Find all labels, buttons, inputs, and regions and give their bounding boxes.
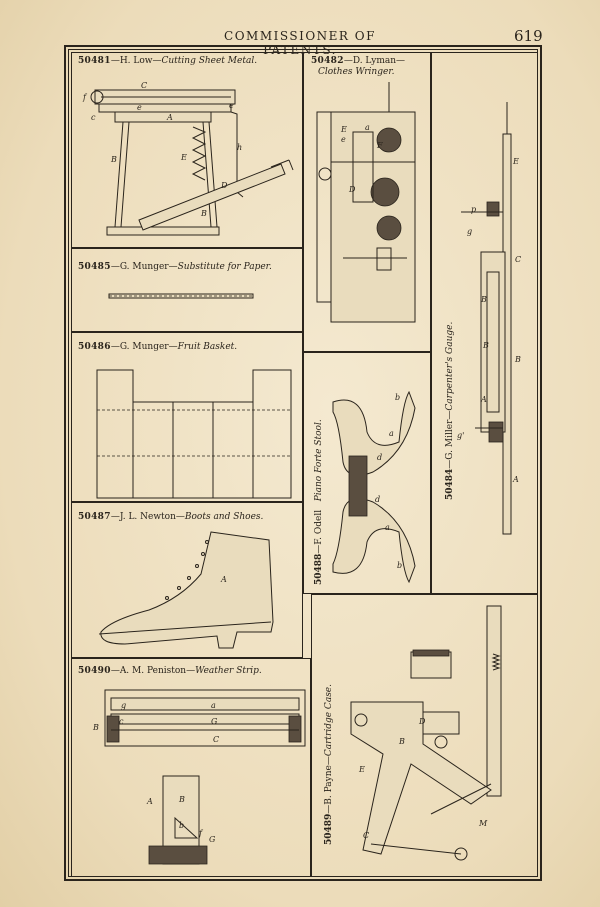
label-B: B: [93, 723, 99, 732]
figure-50485-paper-strip: [71, 248, 303, 332]
label-E: E: [341, 125, 347, 134]
label-e: e: [229, 101, 234, 110]
patent-number: 50489: [324, 813, 334, 845]
label-A: A: [167, 113, 173, 122]
label-c: c: [119, 717, 124, 726]
label-B: B: [481, 295, 487, 304]
caption-50488: 50488—F. Odell Piano Forte Stool.: [314, 419, 324, 585]
label-a: a: [365, 123, 370, 132]
patent-inventor: G. Munger: [119, 342, 169, 352]
caption-50490: 50490—A. M. Peniston—Weather Strip.: [78, 666, 262, 676]
page-header-title: COMMISSIONER OF PATENTS.: [224, 29, 376, 57]
label-E: E: [513, 157, 519, 166]
patent-number: 50487: [78, 512, 111, 522]
figure-50486-basket-blank: [71, 332, 303, 502]
patent-number: 50485: [78, 262, 111, 272]
caption-50481: 50481—H. Low—Cutting Sheet Metal.: [78, 56, 258, 66]
label-d: d: [375, 495, 381, 504]
label-a: a: [389, 429, 394, 438]
label-C: C: [213, 735, 220, 744]
label-C: C: [141, 81, 148, 90]
label-a: a: [211, 701, 216, 710]
patent-number: 50490: [78, 666, 111, 676]
figure-50487-boot: [71, 502, 303, 658]
label-B: B: [483, 341, 489, 350]
label-C: C: [363, 831, 370, 840]
label-b: b: [397, 561, 403, 570]
label-A: A: [221, 575, 227, 584]
label-G: G: [211, 717, 218, 726]
patent-title: Clothes Wringer.: [318, 67, 395, 77]
caption-50486: 50486—G. Munger—Fruit Basket.: [78, 342, 238, 352]
label-B: B: [399, 737, 405, 746]
patent-inventor: D. Lyman: [352, 56, 397, 66]
label-g: g: [467, 227, 473, 236]
label-B: B: [111, 155, 117, 164]
label-c: c: [91, 113, 96, 122]
patent-inventor: B. Payne: [324, 765, 334, 805]
patent-number: 50484: [445, 468, 455, 500]
label-e: e: [137, 103, 142, 112]
label-D: D: [419, 717, 426, 726]
label-M: M: [479, 819, 488, 828]
figure-50489-cartridge-machine: [311, 594, 538, 877]
label-B: B: [201, 209, 207, 218]
label-b: b: [395, 393, 401, 402]
label-A: A: [481, 395, 487, 404]
figure-50490-weather-strip: [71, 658, 311, 877]
figure-50488-piano-stool: [303, 352, 431, 594]
label-h: h: [237, 143, 243, 152]
label-E: E: [181, 153, 187, 162]
label-f: f: [83, 93, 86, 102]
patent-number: 50488: [314, 553, 324, 585]
label-g-prime: g': [457, 431, 465, 440]
patent-number: 50481: [78, 56, 111, 66]
label-b: b: [179, 821, 185, 830]
label-g: g: [121, 701, 127, 710]
patent-inventor: J. L. Newton: [119, 512, 176, 522]
label-d: d: [377, 453, 383, 462]
label-B: B: [515, 355, 521, 364]
label-E: E: [359, 765, 365, 774]
caption-50485: 50485—G. Munger—Substitute for Paper.: [78, 262, 272, 272]
label-e: e: [341, 135, 346, 144]
label-p: p: [471, 205, 477, 214]
patent-title: Weather Strip.: [195, 666, 262, 676]
label-f: f: [199, 829, 202, 838]
caption-50487: 50487—J. L. Newton—Boots and Shoes.: [78, 512, 264, 522]
label-A: A: [513, 475, 519, 484]
figure-50481-cutting-machine: [71, 52, 303, 248]
patent-title: Boots and Shoes.: [184, 512, 264, 522]
patent-number: 50482: [311, 56, 344, 66]
patent-inventor: F. Odell: [314, 509, 324, 545]
label-a: a: [385, 523, 390, 532]
patent-title: Cartridge Case.: [324, 684, 334, 757]
patent-title: Substitute for Paper.: [177, 262, 272, 272]
patent-inventor: A. M. Peniston: [119, 666, 187, 676]
caption-50489: 50489—B. Payne—Cartridge Case.: [324, 684, 334, 845]
patent-title: Piano Forte Stool.: [314, 419, 324, 502]
patent-inventor: G. Munger: [119, 262, 169, 272]
figure-50484-carpenters-gauge: [431, 52, 538, 594]
label-B: B: [179, 795, 185, 804]
caption-50482: 50482—D. Lyman—: [311, 56, 406, 66]
label-D: D: [221, 181, 228, 190]
figure-50482-wringer: [303, 52, 431, 352]
label-D: D: [349, 185, 356, 194]
patent-title: Cutting Sheet Metal.: [161, 56, 258, 66]
patent-title: Carpenter's Gauge.: [445, 321, 455, 411]
patent-inventor: G. Miller: [445, 419, 455, 460]
label-A: A: [147, 797, 153, 806]
label-G: G: [209, 835, 216, 844]
label-C: C: [515, 255, 522, 264]
label-F: F: [377, 141, 383, 150]
caption-50484: 50484—G. Miller—Carpenter's Gauge.: [445, 321, 455, 500]
page-number: 619: [514, 27, 543, 45]
patent-number: 50486: [78, 342, 111, 352]
patent-title: Fruit Basket.: [177, 342, 238, 352]
patent-inventor: H. Low: [119, 56, 153, 66]
